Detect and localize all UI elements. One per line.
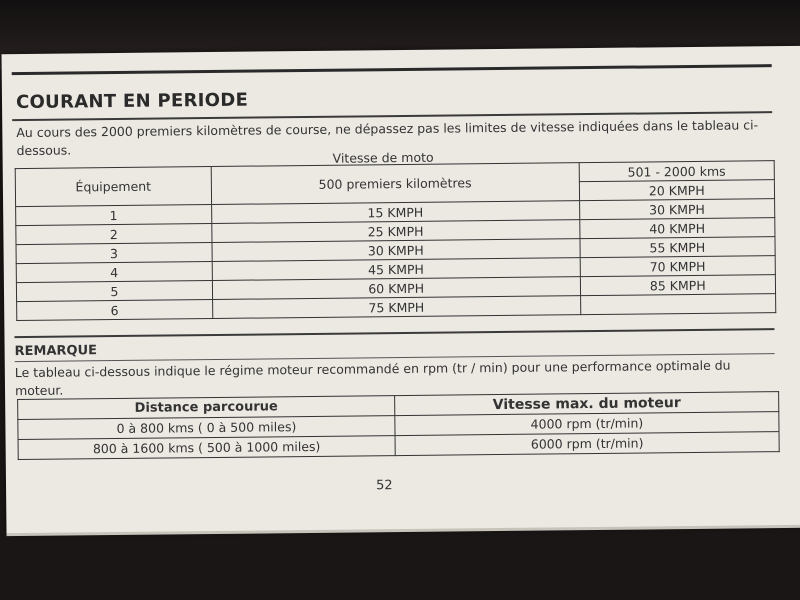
speed-group-header: Vitesse de moto	[332, 149, 434, 166]
speed-limit-table	[15, 160, 777, 321]
equipment-header: Équipement	[15, 167, 211, 207]
table-cell: 85 KMPH	[580, 275, 776, 296]
table-cell: 800 à 1600 kms ( 500 à 1000 miles)	[18, 436, 395, 460]
manual-page	[2, 46, 800, 534]
table-cell: 55 KMPH	[580, 237, 776, 258]
first-500-header: 500 premiers kilomètres	[211, 163, 579, 205]
intro-paragraph: Au cours des 2000 premiers kilomètres de course, ne dépassez pas les limites de vitesse indiquées dans le tableau ci-dessous.	[16, 117, 759, 159]
table-cell: 45 KMPH	[212, 258, 580, 281]
section-title: COURANT EN PERIODE	[15, 89, 249, 114]
distance-header: Distance parcourue	[18, 396, 395, 420]
table-cell: 20 KMPH	[579, 180, 775, 201]
second-range-header: 501 - 2000 kms	[579, 161, 775, 182]
table-cell: 6000 rpm (tr/min)	[395, 432, 779, 456]
page-edge	[7, 525, 800, 536]
table-cell: 4	[16, 262, 212, 283]
table-cell: 30 KMPH	[579, 199, 775, 220]
table-cell: 70 KMPH	[580, 256, 776, 277]
remark-title: REMARQUE	[14, 343, 98, 360]
table-cell: 75 KMPH	[212, 296, 580, 319]
engine-rpm-table	[17, 391, 780, 460]
section-rule	[14, 328, 774, 338]
table-cell: 15 KMPH	[211, 201, 579, 224]
table-cell: 40 KMPH	[579, 218, 775, 239]
table-cell: 6	[17, 300, 213, 321]
table-cell: 2	[16, 224, 212, 245]
remark-paragraph: Le tableau ci-dessous indique le régime moteur recommandé en rpm (tr / min) pour une performance optimale du moteur.	[14, 357, 731, 399]
table-cell: 1	[16, 205, 212, 226]
table-cell: 30 KMPH	[212, 239, 580, 262]
top-rule	[12, 64, 772, 75]
table-cell: 3	[16, 243, 212, 264]
table-cell: 60 KMPH	[212, 277, 580, 300]
table-cell: 25 KMPH	[212, 220, 580, 243]
table-cell: 4000 rpm (tr/min)	[395, 412, 779, 436]
table-cell	[580, 294, 776, 315]
table-cell: 0 à 800 kms ( 0 à 500 miles)	[18, 416, 395, 440]
page-number: 52	[375, 478, 393, 494]
max-speed-header: Vitesse max. du moteur	[395, 392, 779, 416]
table-cell: 5	[16, 281, 212, 302]
